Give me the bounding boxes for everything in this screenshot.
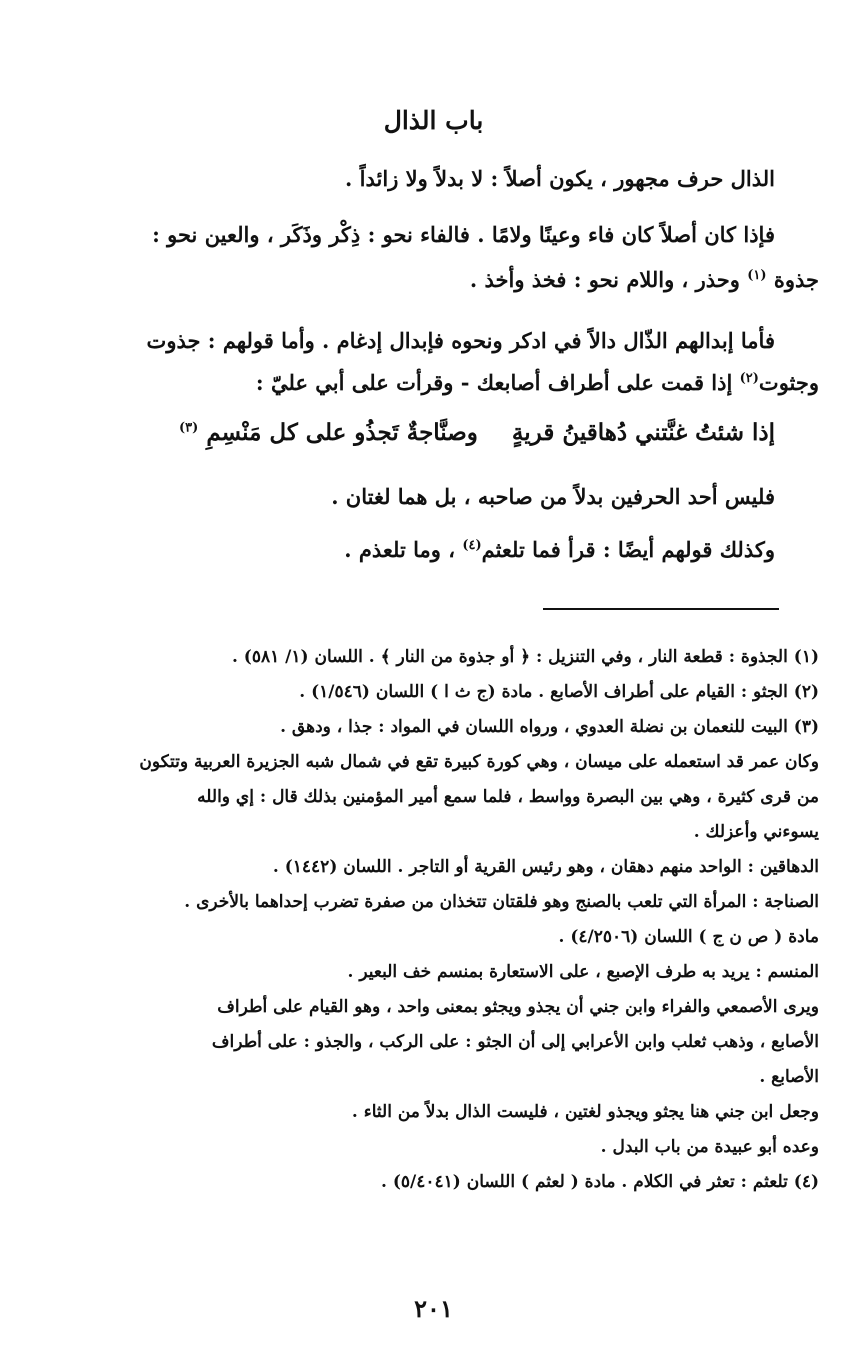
paragraph-1-text: الذال حرف مجهور ، يكون أصلاً : لا بدلاً ولا زائداً . [345,166,775,191]
paragraph-2-line-2 [42,257,819,302]
paragraph-5 [42,527,775,572]
footnote-3-line: الدهاقين : الواحد منهم دهقان ، وهو رئيس القرية أو التاجر . اللسان (١٤٤٢) . [272,857,819,877]
footnote-3-line: المنسم : يريد به طرف الإصبع ، على الاستعارة بمنسم خف البعير . [347,962,819,982]
footnote-3-line: يسوءني وأعزلك . [693,822,819,842]
paragraph-5-rest: ، وما تلعذم . [344,537,455,562]
verse-first-hemistich: إذا شئتُ غنَّتني دُهاقينُ قريةٍ [511,419,775,446]
footnote-3-line: مادة ( ص ن ج ) اللسان (٤/٢٥٠٦) . [558,927,819,947]
footnote-4: (٤) تلعثم : تعثر في الكلام . مادة ( لعثم ) اللسان (٥/٤٠٤١) . [381,1172,819,1192]
footnote-ref-3: (٣) [179,420,199,436]
footnote-3-line: ويرى الأصمعي والفراء وابن جني أن يجذو ويجثو بمعنى واحد ، وهو القيام على أطراف [217,997,819,1017]
footnote-ref-1: (١) [747,268,767,283]
footnote-2: (٢) الجثو : القيام على أطراف الأصابع . مادة (ج ث ا ) اللسان (١/٥٤٦) . [299,682,819,702]
footnote-3-line: الأصابع . [759,1067,819,1087]
footnote-3-line: الأصابع ، وذهب ثعلب وابن الأعرابي إلى أن الجثو : على الركب ، والجذو : على أطراف [211,1032,819,1052]
paragraph-3-word: وجثوت [758,370,819,395]
footnote-separator [543,608,779,610]
paragraph-3-line-1 [42,318,775,363]
paragraph-3-line-2 [42,360,819,405]
footnote-ref-2: (٢) [739,371,759,386]
paragraph-4-text: فليس أحد الحرفين بدلاً من صاحبه ، بل هما لغتان . [331,484,775,509]
verse-second-hemistich: وصنَّاجةٌ تَجذُو على كل مَنْسِمِ [206,419,478,446]
paragraph-2-word: جذوة [773,267,819,292]
footnote-3-line: وعده أبو عبيدة من باب البدل . [600,1137,819,1157]
paragraph-5-text: وكذلك قولهم أيضًا : قرأ فما تلعثم [481,537,775,562]
footnote-1: (١) الجذوة : قطعة النار ، وفي التنزيل : ﴿ أو جذوة من النار ﴾ . اللسان (١/ ٥٨١) . [231,647,819,667]
paragraph-2-line-1 [42,212,775,257]
paragraph-3-rest: إذا قمت على أطراف أصابعك - وقرأت على أبي عليّ : [255,370,733,395]
footnote-ref-4: (٤) [462,538,482,553]
paragraph-4 [42,474,775,519]
footnote-3-line: من قرى كثيرة ، وهي بين البصرة وواسط ، فلما سمع أمير المؤمنين بذلك قال : إي والله [197,787,819,807]
footnote-3-line: وجعل ابن جني هنا يجثو ويجذو لغتين ، فليست الذال بدلاً من الثاء . [351,1102,819,1122]
chapter-title: باب الذال [383,106,484,135]
paragraph-1 [42,156,775,201]
paragraph-3-line-1-text: فأما إبدالهم الذّال دالاً في ادكر ونحوه فإبدال إدغام . وأما قولهم : جذوت [146,328,775,353]
footnote-3-line: وكان عمر قد استعمله على ميسان ، وهي كورة كبيرة تقع في شمال شبه الجزيرة العربية وتتكون [139,752,819,772]
paragraph-2-rest: وحذر ، واللام نحو : فخذ وأخذ . [469,267,740,292]
footnotes [40,640,819,1200]
footnote-3-line: الصناجة : المرأة التي تلعب بالصنج وهو فلقتان تتخذان من صفرة تضرب إحداهما بالأخرى . [184,892,819,912]
paragraph-2-line-1-text: فإذا كان أصلاً كان فاء وعينًا ولامًا . فالفاء نحو : ذِكْر وذَكَر ، والعين نحو : [152,222,775,247]
poetry-verse [42,408,775,458]
page-number: ٢٠١ [414,1294,453,1323]
footnote-3: (٣) البيت للنعمان بن نضلة العدوي ، ورواه اللسان في المواد : جذا ، ودهق . [280,717,819,737]
